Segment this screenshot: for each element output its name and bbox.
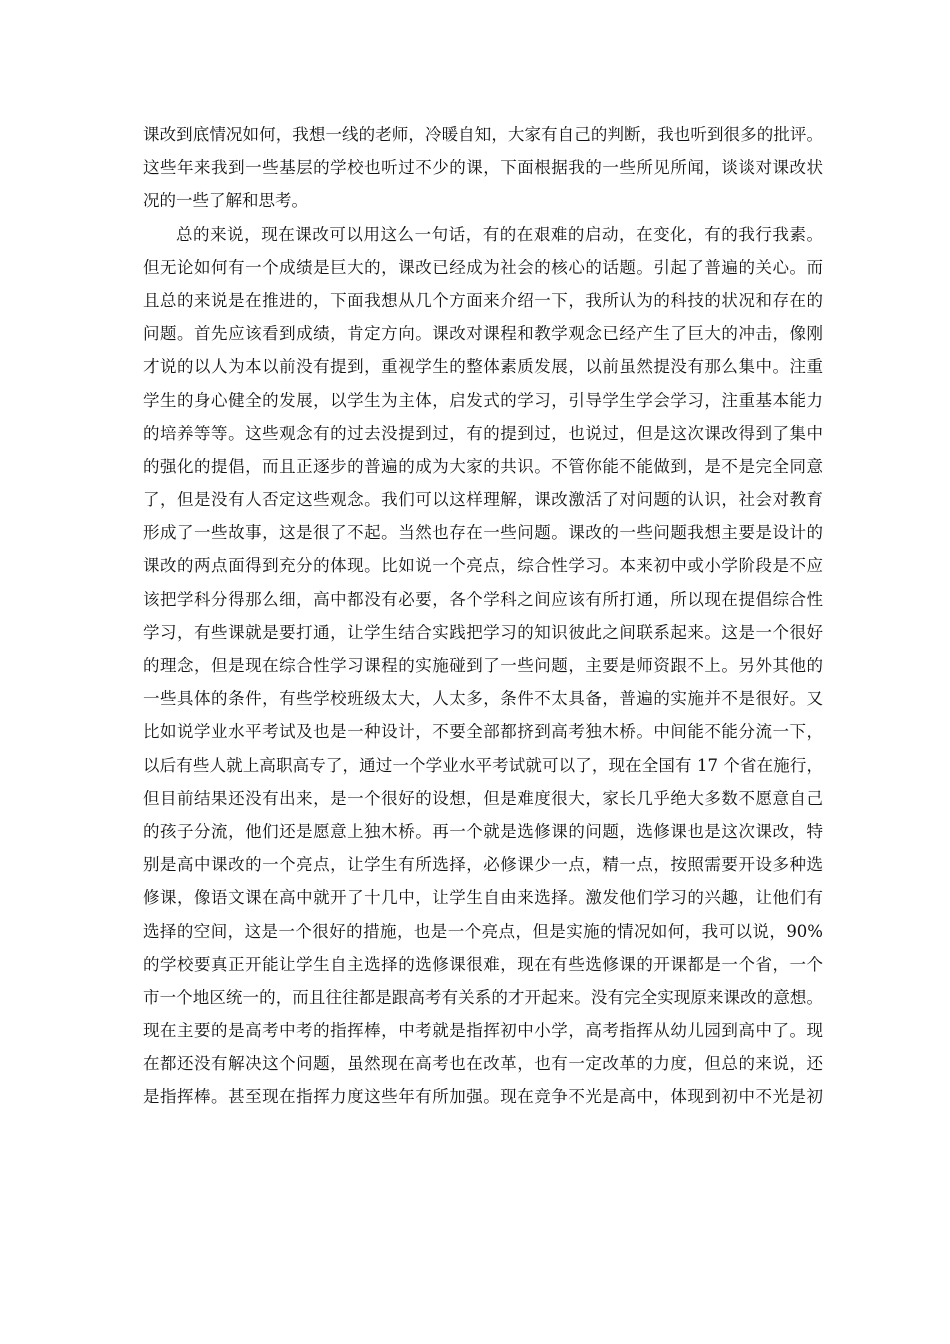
text-line: 一些具体的条件，有些学校班级太大，人太多，条件不太具备，普遍的实施并不是很好。又 <box>143 689 823 709</box>
text-line: 了，但是没有人否定这些观念。我们可以这样理解，课改激活了对问题的认识，社会对教育 <box>143 490 823 510</box>
text-line: 的培养等等。这些观念有的过去没提到过，有的提到过，也说过，但是这次课改得到了集中 <box>143 423 823 443</box>
text-line: 现在主要的是高考中考的指挥棒，中考就是指挥初中小学，高考指挥从幼儿园到高中了。现 <box>143 1021 823 1041</box>
text-line: 是指挥棒。甚至现在指挥力度这些年有所加强。现在竞争不光是高中，体现到初中不光是初 <box>143 1087 823 1107</box>
text-line: 但无论如何有一个成绩是巨大的，课改已经成为社会的核心的话题。引起了普遍的关心。而 <box>143 257 823 277</box>
body-text <box>143 118 823 1114</box>
text-line: 学习，有些课就是要打通，让学生结合实践把学习的知识彼此之间联系起来。这是一个很好 <box>143 622 823 642</box>
text-line: 但目前结果还没有出来，是一个很好的设想，但是难度很大，家长几乎绝大多数不愿意自己 <box>143 788 823 808</box>
text-line: 该把学科分得那么细，高中都没有必要，各个学科之间应该有所打通，所以现在提倡综合性 <box>143 589 823 609</box>
paragraph-1 <box>143 118 823 218</box>
text-line: 的强化的提倡，而且正逐步的普遍的成为大家的共识。不管你能不能做到，是不是完全同意 <box>143 456 823 476</box>
text-line: 市一个地区统一的，而且往往都是跟高考有关系的才开起来。没有完全实现原来课改的意想。 <box>143 987 823 1007</box>
text-line: 况的一些了解和思考。 <box>143 191 308 211</box>
text-line: 的理念，但是现在综合性学习课程的实施碰到了一些问题，主要是师资跟不上。另外其他的 <box>143 656 823 675</box>
text-line: 总的来说，现在课改可以用这么一句话，有的在艰难的启动，在变化，有的我行我素。 <box>176 224 823 244</box>
text-line: 课改的两点面得到充分的体现。比如说一个亮点，综合性学习。本来初中或小学阶段是不应 <box>143 556 823 576</box>
text-line: 课改到底情况如何，我想一线的老师，冷暖自知，大家有自己的判断，我也听到很多的批评。 <box>143 125 823 144</box>
text-line: 比如说学业水平考试及也是一种设计，不要全部都挤到高考独木桥。中间能不能分流一下， <box>143 722 823 742</box>
text-line: 学生的身心健全的发展，以学生为主体，启发式的学习，引导学生学会学习，注重基本能力 <box>143 390 823 410</box>
text-line: 在都还没有解决这个问题，虽然现在高考也在改革，也有一定改革的力度，但总的来说，还 <box>143 1054 823 1074</box>
text-line: 才说的以人为本以前没有提到，重视学生的整体素质发展，以前虽然提没有那么集中。注重 <box>143 357 823 377</box>
text-line: 这些年来我到一些基层的学校也听过不少的课，下面根据我的一些所见所闻，谈谈对课改状 <box>143 158 823 178</box>
text-line: 且总的来说是在推进的，下面我想从几个方面来介绍一下，我所认为的科技的状况和存在的 <box>143 290 823 310</box>
text-line: 选择的空间，这是一个很好的措施，也是一个亮点，但是实施的情况如何，我可以说，90% <box>143 921 823 941</box>
text-line: 修课，像语文课在高中就开了十几中，让学生自由来选择。激发他们学习的兴趣，让他们有 <box>143 888 823 908</box>
text-line: 形成了一些故事，这是很了不起。当然也存在一些问题。课改的一些问题我想主要是设计的 <box>143 523 823 543</box>
paragraph-2 <box>143 218 823 1114</box>
text-line: 以后有些人就上高职高专了，通过一个学业水平考试就可以了，现在全国有 17 个省在施行， <box>143 755 823 775</box>
text-line: 的孩子分流，他们还是愿意上独木桥。再一个就是选修课的问题，选修课也是这次课改，特 <box>143 821 823 841</box>
text-line: 的学校要真正开能让学生自主选择的选修课很难，现在有些选修课的开课都是一个省，一个 <box>143 954 823 974</box>
text-line: 别是高中课改的一个亮点，让学生有所选择，必修课少一点，精一点，按照需要开设多种选 <box>143 855 823 875</box>
text-line: 问题。首先应该看到成绩，肯定方向。课改对课程和教学观念已经产生了巨大的冲击，像刚 <box>143 324 823 344</box>
